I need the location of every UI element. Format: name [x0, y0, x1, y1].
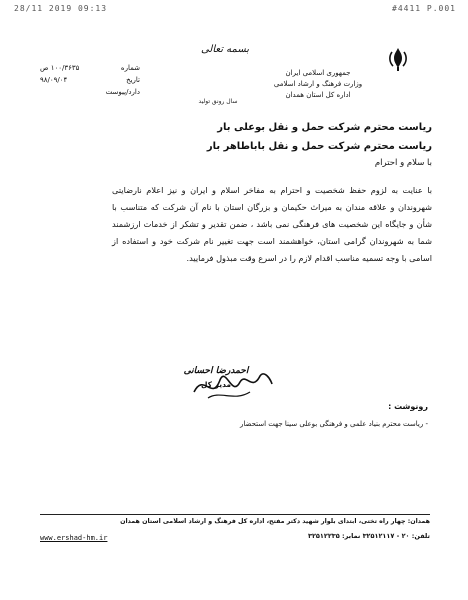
reference-attachment-row	[40, 86, 140, 98]
footer-website-link[interactable]: www.ershad-hm.ir	[40, 534, 108, 542]
greeting: با سلام و احترام	[374, 158, 432, 168]
reference-date-label: تاریخ	[126, 76, 140, 84]
organization-block	[258, 68, 378, 101]
footer-address: همدان: چهار راه تختی، ابتدای بلوار شهید دکتر مفتح، اداره کل فرهنگ و ارشاد اسلامی استان همدان	[120, 518, 430, 525]
fax-header	[0, 4, 468, 18]
year-slogan: سال رونق تولید	[198, 98, 238, 105]
reference-date-row	[40, 74, 140, 86]
reference-block	[40, 62, 140, 98]
reference-date-value: ۹۸/۰۹/۰۴	[40, 76, 68, 84]
reference-number-label: شماره	[120, 64, 140, 72]
reference-number-value: ۱۰۰/۳۶۳۵ ص	[40, 64, 80, 72]
footer-divider	[40, 514, 430, 515]
org-line-ministry: وزارت فرهنگ و ارشاد اسلامی	[273, 80, 363, 88]
reference-number-row	[40, 62, 140, 74]
letter-body	[40, 118, 432, 267]
cc-item: - ریاست محترم بنیاد علمی و فرهنگی بوعلی سینا جهت استحضار	[239, 420, 428, 428]
org-line-country: جمهوری اسلامی ایران	[285, 69, 351, 77]
letter-paragraph: با عنایت به لزوم حفظ شخصیت و احترام به مفاخر اسلام و ایران و نیز اعلام نارضایتی شهروندان و علاقه مندان به میراث حکیمان و بزرگان استان با نام آن شرکت که متناسب با شأن و جایگاه این شخصیت های فرهنگی نمی باشد ، ضمن تقدیر و تشکر از خدمات ارزشمند شما به شهروندان گرامی استان، خواهشمند است جهت تغییر نام شرکت خود و استفاده از اسامی با وجه تسمیه مناسب اقدام لازم را در اسرع وقت مبذول فرمایید.	[112, 185, 432, 263]
org-line-office: اداره کل استان همدان	[285, 91, 351, 99]
signatory-name: احمدرضا احسانی	[183, 366, 249, 376]
signatory-title: مدیر کل	[200, 380, 232, 389]
cc-label: رونوشت :	[388, 402, 428, 411]
fax-timestamp: 28/11 2019 09:13	[14, 4, 108, 13]
iran-emblem-icon	[386, 46, 410, 72]
bismillah-heading: بسمه تعالی	[200, 44, 250, 55]
recipient-line: ریاست محترم شرکت حمل و نقل باباطاهر بار	[206, 141, 432, 152]
recipient-line: ریاست محترم شرکت حمل و نقل بوعلی بار	[217, 122, 432, 133]
reference-attachment-label: دارد/پیوست	[105, 88, 140, 96]
fax-page-id: #4411 P.001	[392, 4, 456, 13]
footer-phone: تلفن: ۲۰ - ۳۲۵۱۲۱۱۷ نمابر: ۳۲۵۱۲۲۳۵	[307, 532, 430, 540]
